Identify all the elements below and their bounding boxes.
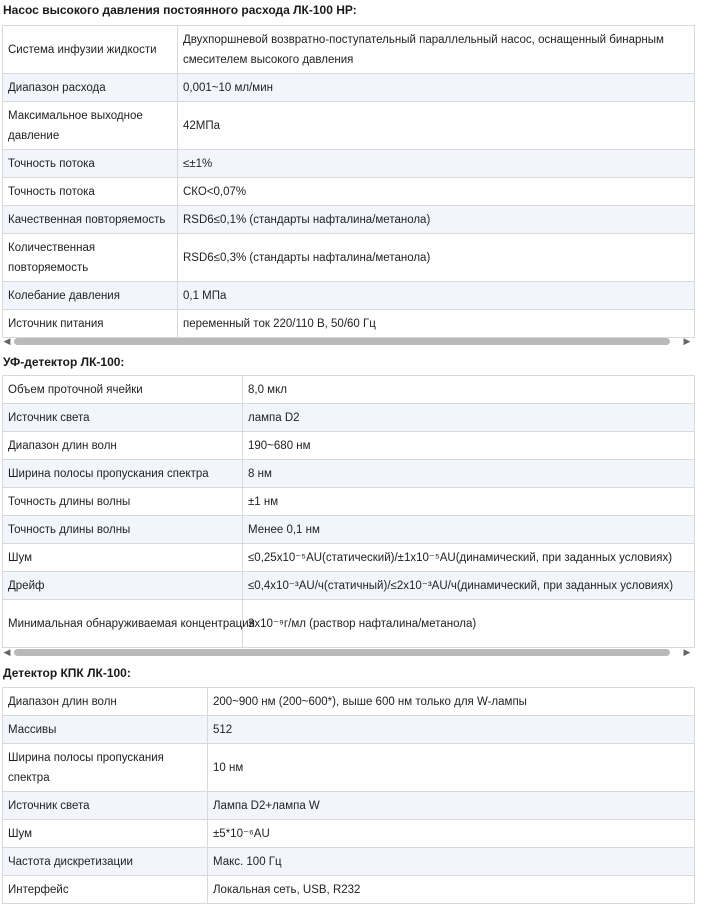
- spec-value: 8,0 мкл: [243, 376, 695, 404]
- spec-value: Локальная сеть, USB, R232: [208, 876, 695, 904]
- scroll-right-arrow-icon[interactable]: ▶: [683, 647, 691, 657]
- spec-label: Точность длины волны: [3, 488, 243, 516]
- table-row: [3, 544, 695, 572]
- dad-spec-table: [2, 687, 695, 904]
- table-row: [3, 178, 695, 206]
- scroll-right-arrow-icon[interactable]: ▶: [683, 336, 691, 346]
- spec-label: Объем проточной ячейки: [3, 376, 243, 404]
- table-row: [3, 820, 695, 848]
- spec-label: Диапазон длин волн: [3, 432, 243, 460]
- spec-value: Менее 0,1 нм: [243, 516, 695, 544]
- spec-value: СКО<0,07%: [178, 178, 695, 206]
- table-row: [3, 600, 695, 648]
- table-row: [3, 516, 695, 544]
- spec-value: 0,1 МПа: [178, 282, 695, 310]
- spec-value: Двухпоршневой возвратно-поступательный параллельный насос, оснащенный бинарным смесителем высокого давления: [178, 26, 695, 74]
- spec-value: ±1 нм: [243, 488, 695, 516]
- spec-label: Частота дискретизации: [3, 848, 208, 876]
- uv-spec-table: [2, 375, 695, 648]
- spec-value: ≤0,25x10⁻⁵AU(статический)/±1x10⁻⁵AU(динамический, при заданных условиях): [243, 544, 695, 572]
- table-row: [3, 716, 695, 744]
- spec-label: Точность потока: [3, 178, 178, 206]
- spec-value: 0,001~10 мл/мин: [178, 74, 695, 102]
- spec-label: Шум: [3, 820, 208, 848]
- scroll-thumb[interactable]: [14, 649, 670, 656]
- table-row: [3, 404, 695, 432]
- table-row: [3, 792, 695, 820]
- spec-label: Ширина полосы пропускания спектра: [3, 460, 243, 488]
- spec-label: Колебание давления: [3, 282, 178, 310]
- uv-table-scrollbar[interactable]: [2, 645, 692, 659]
- spec-label: Минимальная обнаруживаемая концентрация: [3, 600, 243, 648]
- table-row: [3, 150, 695, 178]
- table-row: [3, 234, 695, 282]
- table-row: [3, 102, 695, 150]
- spec-value: 512: [208, 716, 695, 744]
- table-row: [3, 376, 695, 404]
- spec-label: Интерфейс: [3, 876, 208, 904]
- spec-value: RSD6≤0,3% (стандарты нафталина/метанола): [178, 234, 695, 282]
- table-row: [3, 432, 695, 460]
- scroll-left-arrow-icon[interactable]: ◀: [3, 647, 11, 657]
- table-row: [3, 460, 695, 488]
- table-row: [3, 74, 695, 102]
- spec-value: 190~680 нм: [243, 432, 695, 460]
- spec-label: Качественная повторяемость: [3, 206, 178, 234]
- spec-label: Количественная повторяемость: [3, 234, 178, 282]
- table-row: [3, 488, 695, 516]
- spec-label: Система инфузии жидкости: [3, 26, 178, 74]
- table-row: [3, 744, 695, 792]
- spec-label: Максимальное выходное давление: [3, 102, 178, 150]
- spec-value: ±5*10⁻⁶AU: [208, 820, 695, 848]
- spec-value: RSD6≤0,1% (стандарты нафталина/метанола): [178, 206, 695, 234]
- spec-label: Точность потока: [3, 150, 178, 178]
- table-row: [3, 26, 695, 74]
- spec-label: Точность длины волны: [3, 516, 243, 544]
- spec-value: переменный ток 220/110 В, 50/60 Гц: [178, 310, 695, 338]
- uv-section-title: УФ-детектор ЛК-100:: [3, 355, 125, 369]
- spec-label: Шум: [3, 544, 243, 572]
- spec-label: Ширина полосы пропускания спектра: [3, 744, 208, 792]
- table-row: [3, 206, 695, 234]
- spec-value: 3x10⁻⁹г/мл (раствор нафталина/метанола): [243, 600, 695, 648]
- dad-section-title: Детектор КПК ЛК-100:: [3, 666, 131, 680]
- spec-value: Макс. 100 Гц: [208, 848, 695, 876]
- table-row: [3, 282, 695, 310]
- pump-spec-table: [2, 25, 695, 338]
- scroll-left-arrow-icon[interactable]: ◀: [3, 336, 11, 346]
- table-row: [3, 572, 695, 600]
- spec-label: Источник света: [3, 404, 243, 432]
- spec-value: 42МПа: [178, 102, 695, 150]
- pump-table-scrollbar[interactable]: [2, 334, 692, 348]
- spec-value: 200~900 нм (200~600*), выше 600 нм только для W-лампы: [208, 688, 695, 716]
- spec-label: Массивы: [3, 716, 208, 744]
- spec-value: ≤±1%: [178, 150, 695, 178]
- pump-section-title: Насос высокого давления постоянного расхода ЛК-100 НР:: [3, 3, 357, 17]
- spec-value: лампа D2: [243, 404, 695, 432]
- spec-value: 10 нм: [208, 744, 695, 792]
- spec-label: Дрейф: [3, 572, 243, 600]
- scroll-thumb[interactable]: [14, 338, 670, 345]
- table-row: [3, 848, 695, 876]
- spec-value: ≤0,4x10⁻³AU/ч(статичный)/≤2x10⁻³AU/ч(динамический, при заданных условиях): [243, 572, 695, 600]
- spec-label: Источник света: [3, 792, 208, 820]
- spec-value: 8 нм: [243, 460, 695, 488]
- table-row: [3, 876, 695, 904]
- spec-label: Диапазон длин волн: [3, 688, 208, 716]
- spec-label: Диапазон расхода: [3, 74, 178, 102]
- spec-label: Источник питания: [3, 310, 178, 338]
- spec-value: Лампа D2+лампа W: [208, 792, 695, 820]
- table-row: [3, 688, 695, 716]
